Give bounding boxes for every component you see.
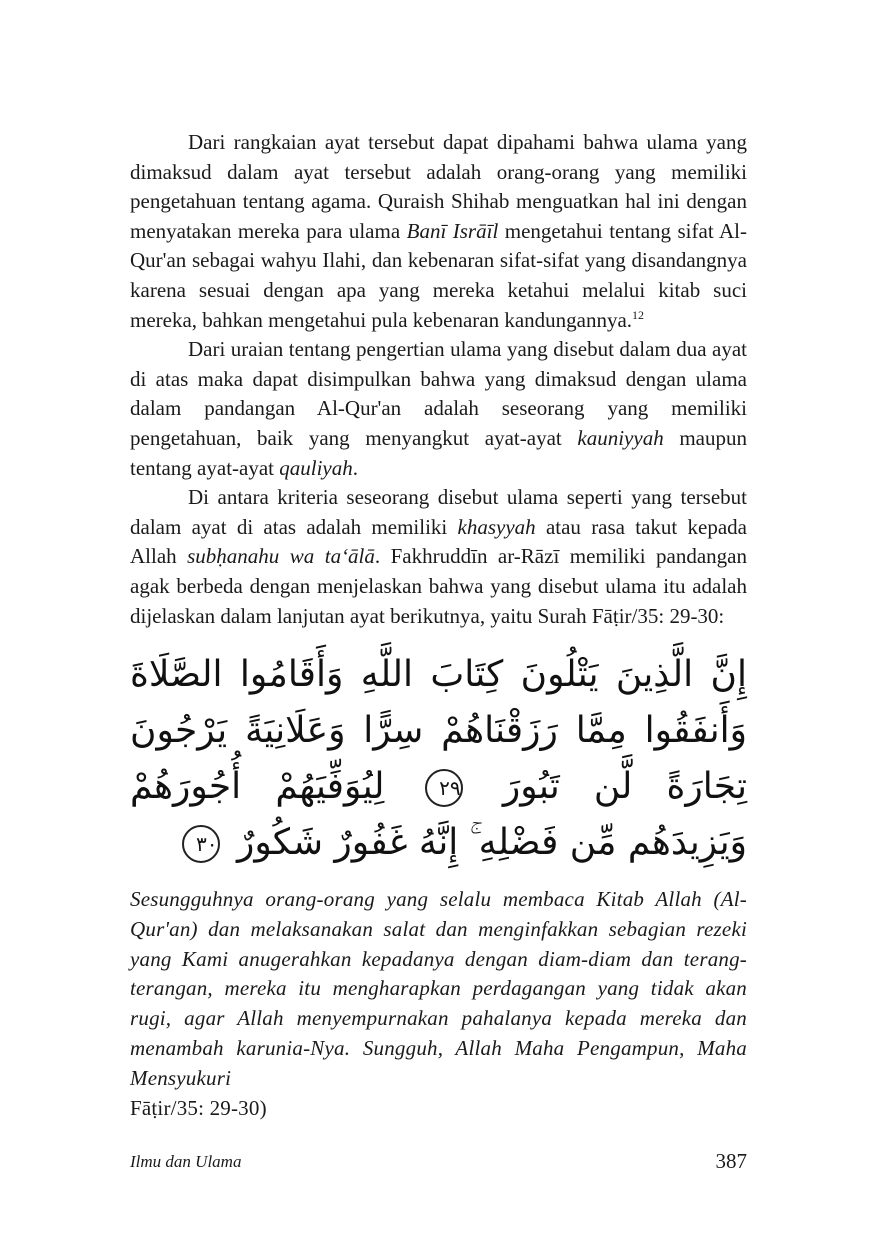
paragraph-2 [130,335,747,483]
paragraph-1-text-cont: mengetahui tentang sifat Al-Qur'an sebagai wahyu Ilahi, dan kebenaran sifat-sifat yang disandangnya karena sesuai dengan apa yang mereka ketahui melalui kitab suci mereka, bahkan mengetahui pula kebenaran kandungannya. [130,218,747,332]
footnote-marker[interactable]: 12 [632,307,645,322]
paragraph-2-italic-term-1: kauniyyah [577,425,664,450]
running-title: Ilmu dan Ulama [130,1152,242,1171]
paragraph-3-text-mid-1: atau rasa takut kepada Allah [130,514,747,569]
quran-verse-block [130,647,747,871]
page-footer [130,1149,747,1180]
paragraph-3-text: Di antara kriteria seseorang disebut ulama seperti yang tersebut dalam ayat di atas adalah memiliki [130,485,747,539]
paragraph-2-text: Dari uraian tentang pengertian ulama yang disebut dalam dua ayat di atas maka dapat disimpulkan bahwa yang dimaksud dengan ulama dalam pandangan Al-Qur'an adalah seseorang yang memiliki pengetahuan, baik yang menyangkut ayat-ayat [130,337,747,450]
verse-number-30-marker: ٣٠ [182,825,220,863]
translation-text: Sesungguhnya orang-orang yang selalu membaca Kitab Allah (Al-Qur'an) dan melaksanakan salat dan menginfakkan sebagian rezeki yang Kami anugerahkan kepadanya dengan diam-diam dan terang-terangan, mereka itu mengharapkan perdagangan yang tidak akan rugi, agar Allah menyempurnakan pahalanya kepada mereka dan menambah karunia-Nya. Sungguh, Allah Maha Pengampun, Maha Mensyukuri [130,887,747,1090]
paragraph-1-italic-term: Banī Isrāīl [406,218,499,243]
paragraph-3 [130,483,747,631]
quran-verse-29: إِنَّ الَّذِينَ يَتْلُونَ كِتَابَ اللَّهِ وَأَقَامُوا الصَّلَاةَ وَأَنفَقُوا مِمَّا رَزَقْنَاهُمْ سِرًّا وَعَلَانِيَةً يَرْجُونَ تِجَارَةً لَّن تَبُورَ [130,654,747,808]
paragraph-3-italic-term-2: subḥanahu wa ta‘ālā [187,544,375,569]
paragraph-2-text-mid: maupun tentang ayat-ayat [130,425,747,480]
verse-translation [130,885,747,1123]
paragraph-3-italic-term-1: khasyyah [457,514,536,539]
quran-verse-30: لِيُوَفِّيَهُمْ أُجُورَهُمْ وَيَزِيدَهُم مِّن فَضْلِهِ ۚ إِنَّهُ غَفُورٌ شَكُورٌ [130,766,747,864]
paragraph-1-text: Dari rangkaian ayat tersebut dapat dipahami bahwa ulama yang dimaksud dalam ayat tersebut adalah orang-orang yang memiliki pengetahuan tentang agama. Quraish Shihab menguatkan hal ini dengan menyatakan mereka para ulama [130,130,747,243]
paragraph-2-italic-term-2: qauliyah [279,455,353,480]
paragraph-2-text-end: . [352,455,359,480]
paragraph-1 [130,128,747,335]
page-number: 387 [715,1149,747,1173]
paragraph-3-text-mid-2: . Fakhruddīn ar-Rāzī memiliki pandangan agak berbeda dengan menjelaskan bahwa yang disebut ulama itu adalah dijelaskan dalam lanjutan ayat berikutnya, yaitu Surah Fāṭir/35: 29-30: [130,544,748,628]
verse-number-29-marker: ٢٩ [425,769,463,807]
translation-reference: Fāṭir/35: 29-30) [130,1095,267,1120]
page-body [130,128,747,1123]
